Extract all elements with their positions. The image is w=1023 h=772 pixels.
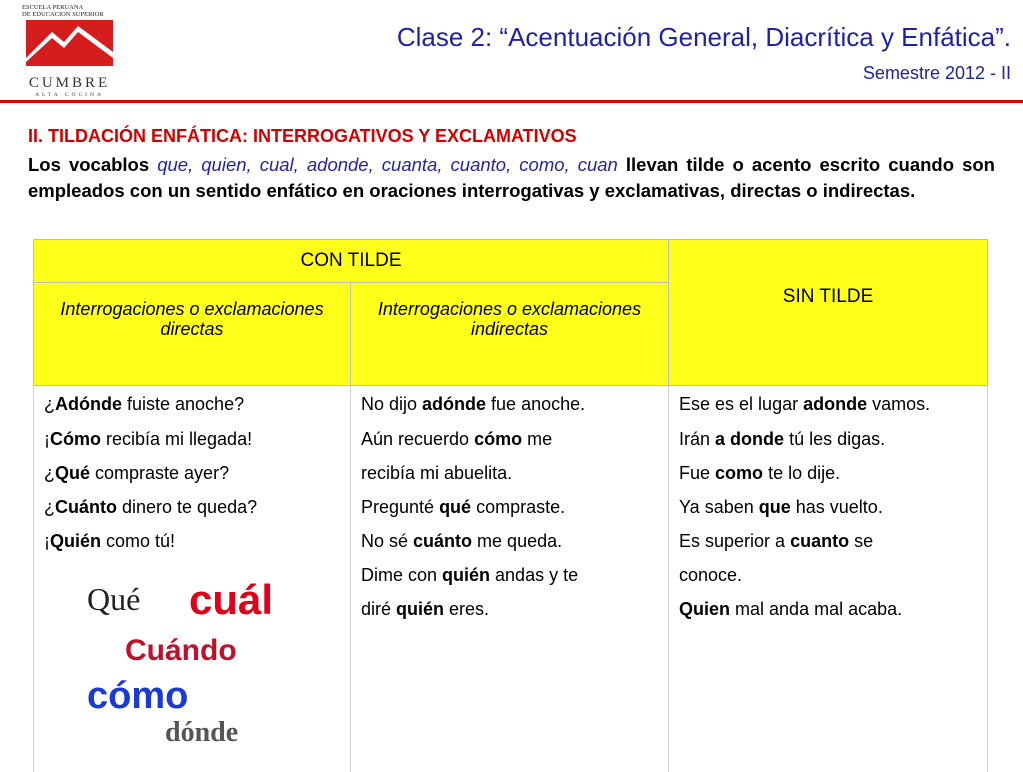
con-tilde-header: CON TILDE bbox=[34, 240, 669, 283]
example-text: mal anda mal acaba. bbox=[730, 599, 902, 619]
example-line bbox=[361, 592, 658, 626]
word-cuando: Cuándo bbox=[125, 634, 237, 667]
word-que: Qué bbox=[87, 581, 140, 617]
example-text: No dijo bbox=[361, 394, 422, 414]
section-heading: II. TILDACIÓN ENFÁTICA: INTERROGATIVOS Y EXCLAMATIVOS bbox=[28, 126, 577, 147]
example-text: como tú! bbox=[101, 531, 175, 551]
example-text: ¡ bbox=[44, 429, 50, 449]
page-title: Clase 2: “Acentuación General, Diacrítica y Enfática”. bbox=[397, 22, 1011, 53]
example-text: ¿ bbox=[44, 463, 55, 483]
example-text: recibía mi abuelita. bbox=[361, 463, 512, 483]
example-text: dinero te queda? bbox=[117, 497, 257, 517]
directas-header: Interrogaciones o exclamaciones directas bbox=[34, 283, 351, 386]
logo-line1: ESCUELA PERUANA bbox=[22, 4, 117, 11]
word-art bbox=[85, 578, 315, 748]
word-cual: cuál bbox=[189, 578, 273, 623]
example-text: se bbox=[849, 531, 873, 551]
example-keyword: Quién bbox=[50, 531, 101, 551]
word-como: cómo bbox=[87, 675, 188, 717]
example-text: diré bbox=[361, 599, 396, 619]
example-text: ¿ bbox=[44, 394, 55, 414]
example-text: vamos. bbox=[867, 394, 930, 414]
example-line bbox=[679, 456, 977, 490]
example-keyword: como bbox=[715, 463, 763, 483]
example-line bbox=[361, 490, 658, 524]
example-keyword: Cómo bbox=[50, 429, 101, 449]
example-line bbox=[679, 490, 977, 524]
example-text: conoce. bbox=[679, 565, 742, 585]
example-keyword: a donde bbox=[715, 429, 784, 449]
example-line bbox=[679, 592, 977, 626]
example-line bbox=[44, 394, 340, 414]
example-text: compraste ayer? bbox=[90, 463, 229, 483]
example-keyword: Quien bbox=[679, 599, 730, 619]
example-text: Irán bbox=[679, 429, 715, 449]
example-text: Pregunté bbox=[361, 497, 439, 517]
example-text: compraste. bbox=[471, 497, 565, 517]
example-keyword: quién bbox=[442, 565, 490, 585]
intro-start: Los vocablos bbox=[28, 154, 157, 175]
example-line bbox=[361, 524, 658, 558]
example-line bbox=[44, 524, 340, 558]
example-line bbox=[679, 394, 977, 414]
example-text: tú les digas. bbox=[784, 429, 885, 449]
example-text: Fue bbox=[679, 463, 715, 483]
example-keyword: adónde bbox=[422, 394, 486, 414]
example-keyword: cuánto bbox=[413, 531, 472, 551]
example-keyword: Cuánto bbox=[55, 497, 117, 517]
example-keyword: cuanto bbox=[790, 531, 849, 551]
example-text: recibía mi llegada! bbox=[101, 429, 252, 449]
example-text: Ya saben bbox=[679, 497, 759, 517]
example-text: ¡ bbox=[44, 531, 50, 551]
example-text: ¿ bbox=[44, 497, 55, 517]
example-text: fue anoche. bbox=[486, 394, 585, 414]
example-line bbox=[44, 422, 340, 456]
example-keyword: quién bbox=[396, 599, 444, 619]
example-line bbox=[361, 558, 658, 592]
example-keyword: Qué bbox=[55, 463, 90, 483]
example-text: te lo dije. bbox=[763, 463, 840, 483]
example-text: Ese es el lugar bbox=[679, 394, 803, 414]
school-logo bbox=[22, 4, 117, 100]
example-text: fuiste anoche? bbox=[122, 394, 244, 414]
mountain-emblem bbox=[22, 18, 117, 68]
example-text: eres. bbox=[444, 599, 489, 619]
example-text: has vuelto. bbox=[791, 497, 883, 517]
intro-paragraph bbox=[28, 152, 995, 204]
example-line bbox=[361, 422, 658, 456]
example-text: No sé bbox=[361, 531, 413, 551]
example-keyword: cómo bbox=[474, 429, 522, 449]
intro-keywords: que, quien, cual, adonde, cuanta, cuanto, como, cuan bbox=[157, 154, 618, 175]
logo-tagline: ALTA COCINA bbox=[22, 92, 117, 98]
example-keyword: Adónde bbox=[55, 394, 122, 414]
example-keyword: que bbox=[759, 497, 791, 517]
logo-line2: DE EDUCACION SUPERIOR bbox=[22, 11, 117, 18]
example-line bbox=[679, 558, 977, 592]
example-line bbox=[361, 394, 658, 414]
header-divider bbox=[0, 100, 1023, 103]
example-line bbox=[679, 524, 977, 558]
indirectas-examples bbox=[351, 386, 669, 772]
example-line bbox=[679, 422, 977, 456]
example-text: Es superior a bbox=[679, 531, 790, 551]
sin-tilde-examples bbox=[669, 386, 988, 772]
example-line bbox=[44, 456, 340, 490]
example-line bbox=[44, 490, 340, 524]
logo-brand: CUMBRE bbox=[22, 75, 117, 92]
example-keyword: qué bbox=[439, 497, 471, 517]
page-subtitle: Semestre 2012 - II bbox=[863, 63, 1011, 84]
sin-tilde-header: SIN TILDE bbox=[669, 240, 988, 386]
example-text: me bbox=[522, 429, 552, 449]
example-keyword: adonde bbox=[803, 394, 867, 414]
example-text: Aún recuerdo bbox=[361, 429, 474, 449]
intro-end: llevan tilde o acento escrito cuando son empleados con un sentido enfático en oraciones interrogativas y exclamativas, directas o indirectas. bbox=[28, 154, 995, 201]
example-text: me queda. bbox=[472, 531, 562, 551]
example-text: Dime con bbox=[361, 565, 442, 585]
indirectas-header: Interrogaciones o exclamaciones indirectas bbox=[351, 283, 669, 386]
word-donde: dónde bbox=[165, 717, 238, 748]
example-text: andas y te bbox=[490, 565, 578, 585]
example-line bbox=[361, 456, 658, 490]
